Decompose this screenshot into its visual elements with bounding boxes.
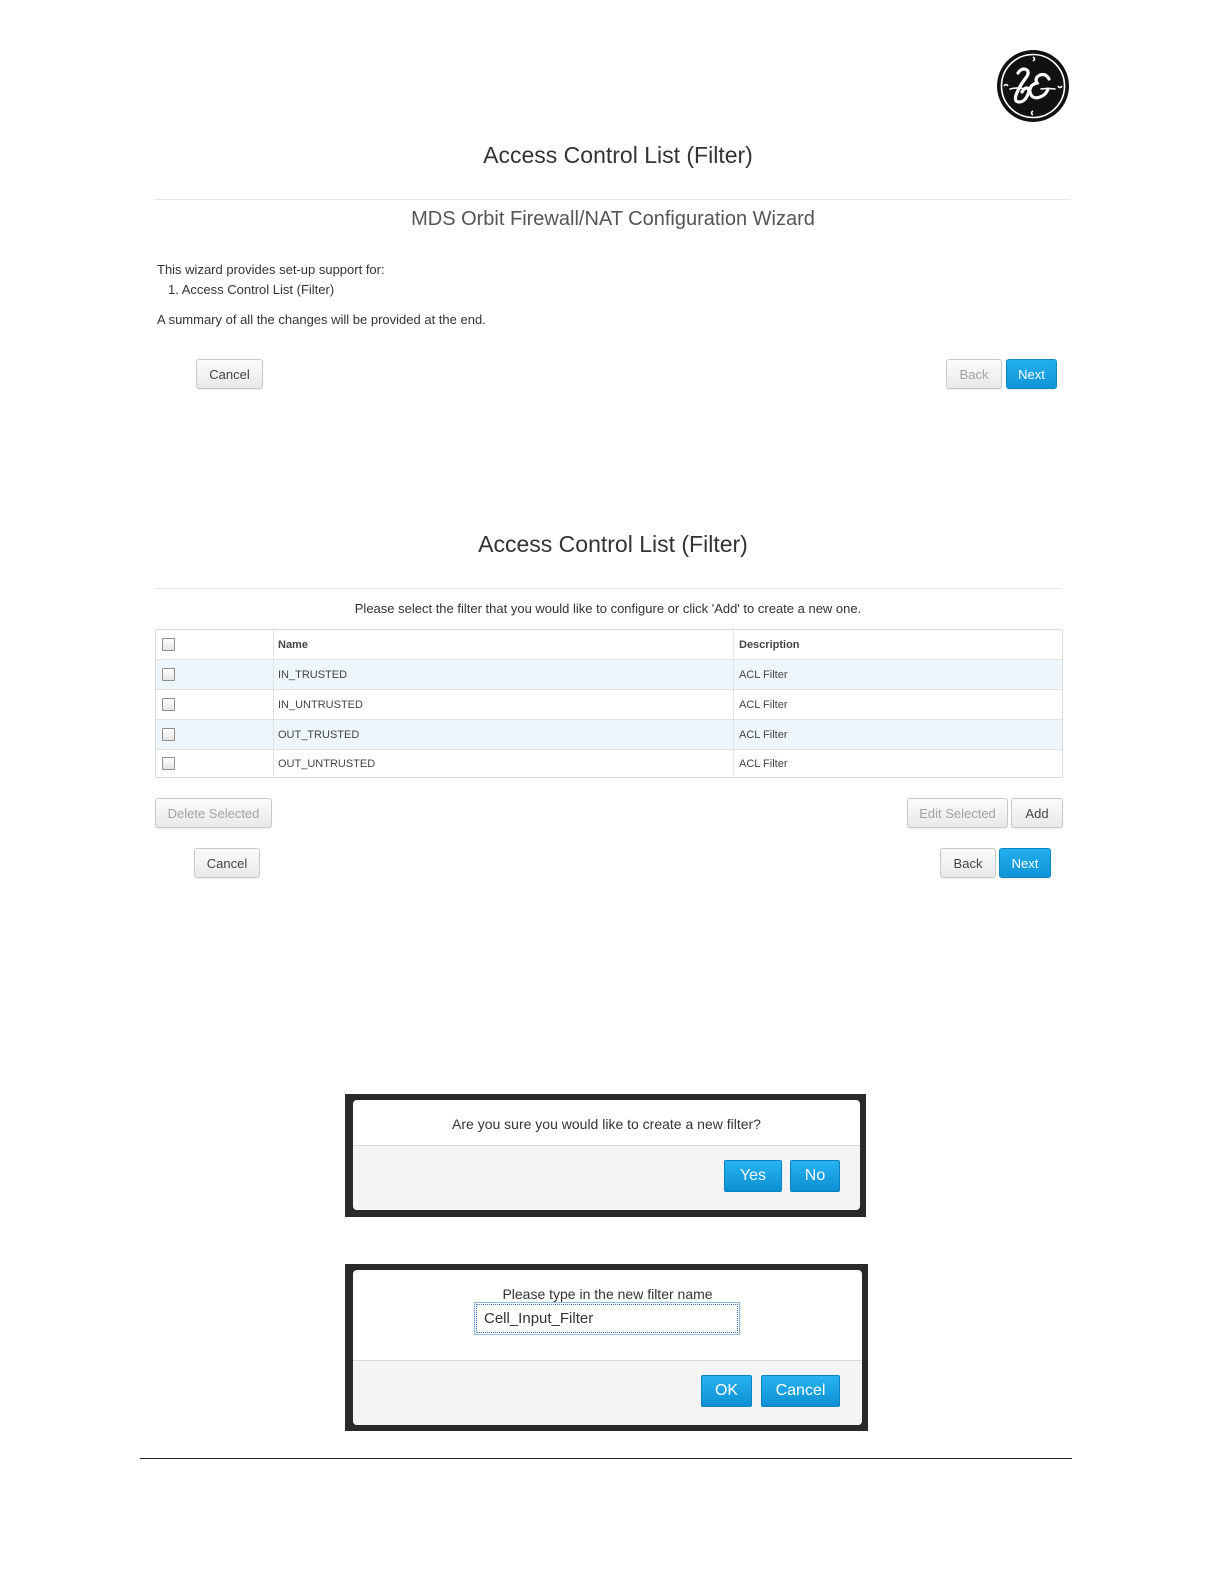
confirm-dialog-frame (345, 1094, 866, 1217)
filter-name-input[interactable] (474, 1302, 740, 1335)
row-name: OUT_TRUSTED (274, 720, 734, 749)
row-checkbox[interactable] (162, 728, 175, 741)
name-dialog-frame (345, 1264, 868, 1431)
row-checkbox[interactable] (162, 757, 175, 770)
column-header-description[interactable]: Description (739, 638, 800, 651)
table-header-row (156, 630, 1062, 659)
row-name: IN_TRUSTED (274, 660, 734, 689)
confirm-dialog (353, 1100, 860, 1210)
wizard-subtitle: MDS Orbit Firewall/NAT Configuration Wizard (411, 208, 815, 230)
page-footer-rule (140, 1458, 1072, 1459)
panel2-back-button[interactable]: Back (940, 848, 996, 878)
panel2-cancel-button[interactable]: Cancel (194, 848, 260, 878)
table-row[interactable] (156, 689, 1062, 719)
confirm-message: Are you sure you would like to create a new filter? (452, 1116, 761, 1132)
name-dialog-footer (353, 1360, 862, 1425)
ok-button[interactable]: OK (701, 1375, 752, 1407)
row-checkbox-cell (156, 660, 274, 689)
row-description: ACL Filter (739, 668, 788, 681)
panel1-back-button[interactable]: Back (946, 359, 1002, 389)
panel1-next-button[interactable]: Next (1006, 359, 1057, 389)
name-dialog-cancel-button[interactable]: Cancel (761, 1375, 840, 1407)
edit-selected-button[interactable]: Edit Selected (907, 798, 1008, 828)
column-header-name[interactable]: Name (274, 630, 734, 659)
select-all-checkbox[interactable] (162, 638, 175, 651)
wizard-intro: This wizard provides set-up support for: (157, 262, 385, 277)
row-description: ACL Filter (739, 698, 788, 711)
panel1-title: Access Control List (Filter) (483, 142, 753, 168)
row-checkbox-cell (156, 750, 274, 777)
row-name: IN_UNTRUSTED (274, 690, 734, 719)
filter-instruction: Please select the filter that you would like to configure or click 'Add' to create a new one. (354, 601, 862, 616)
panel1-divider (155, 199, 1070, 200)
wizard-list-item: 1. Access Control List (Filter) (168, 282, 335, 297)
row-description: ACL Filter (739, 757, 788, 770)
confirm-dialog-footer (353, 1145, 860, 1210)
name-dialog (353, 1270, 862, 1425)
row-checkbox[interactable] (162, 668, 175, 681)
ge-monogram-icon (996, 49, 1070, 123)
row-name: OUT_UNTRUSTED (274, 750, 734, 777)
row-description: ACL Filter (739, 728, 788, 741)
delete-selected-button[interactable]: Delete Selected (155, 798, 272, 828)
no-button[interactable]: No (790, 1160, 840, 1192)
panel2-next-button[interactable]: Next (999, 848, 1051, 878)
row-checkbox-cell (156, 690, 274, 719)
table-row[interactable] (156, 719, 1062, 749)
header-checkbox-cell (156, 630, 274, 659)
wizard-summary-note: A summary of all the changes will be provided at the end. (157, 312, 486, 327)
panel2-divider (155, 588, 1062, 589)
panel1-cancel-button[interactable]: Cancel (196, 359, 263, 389)
table-row[interactable] (156, 749, 1062, 777)
ge-logo (996, 49, 1070, 123)
row-checkbox[interactable] (162, 698, 175, 711)
add-button[interactable]: Add (1011, 798, 1063, 828)
panel2-title: Access Control List (Filter) (478, 531, 748, 557)
table-row[interactable] (156, 659, 1062, 689)
name-prompt: Please type in the new filter name (502, 1286, 713, 1302)
filter-table (155, 629, 1063, 778)
row-checkbox-cell (156, 720, 274, 749)
yes-button[interactable]: Yes (724, 1160, 782, 1192)
